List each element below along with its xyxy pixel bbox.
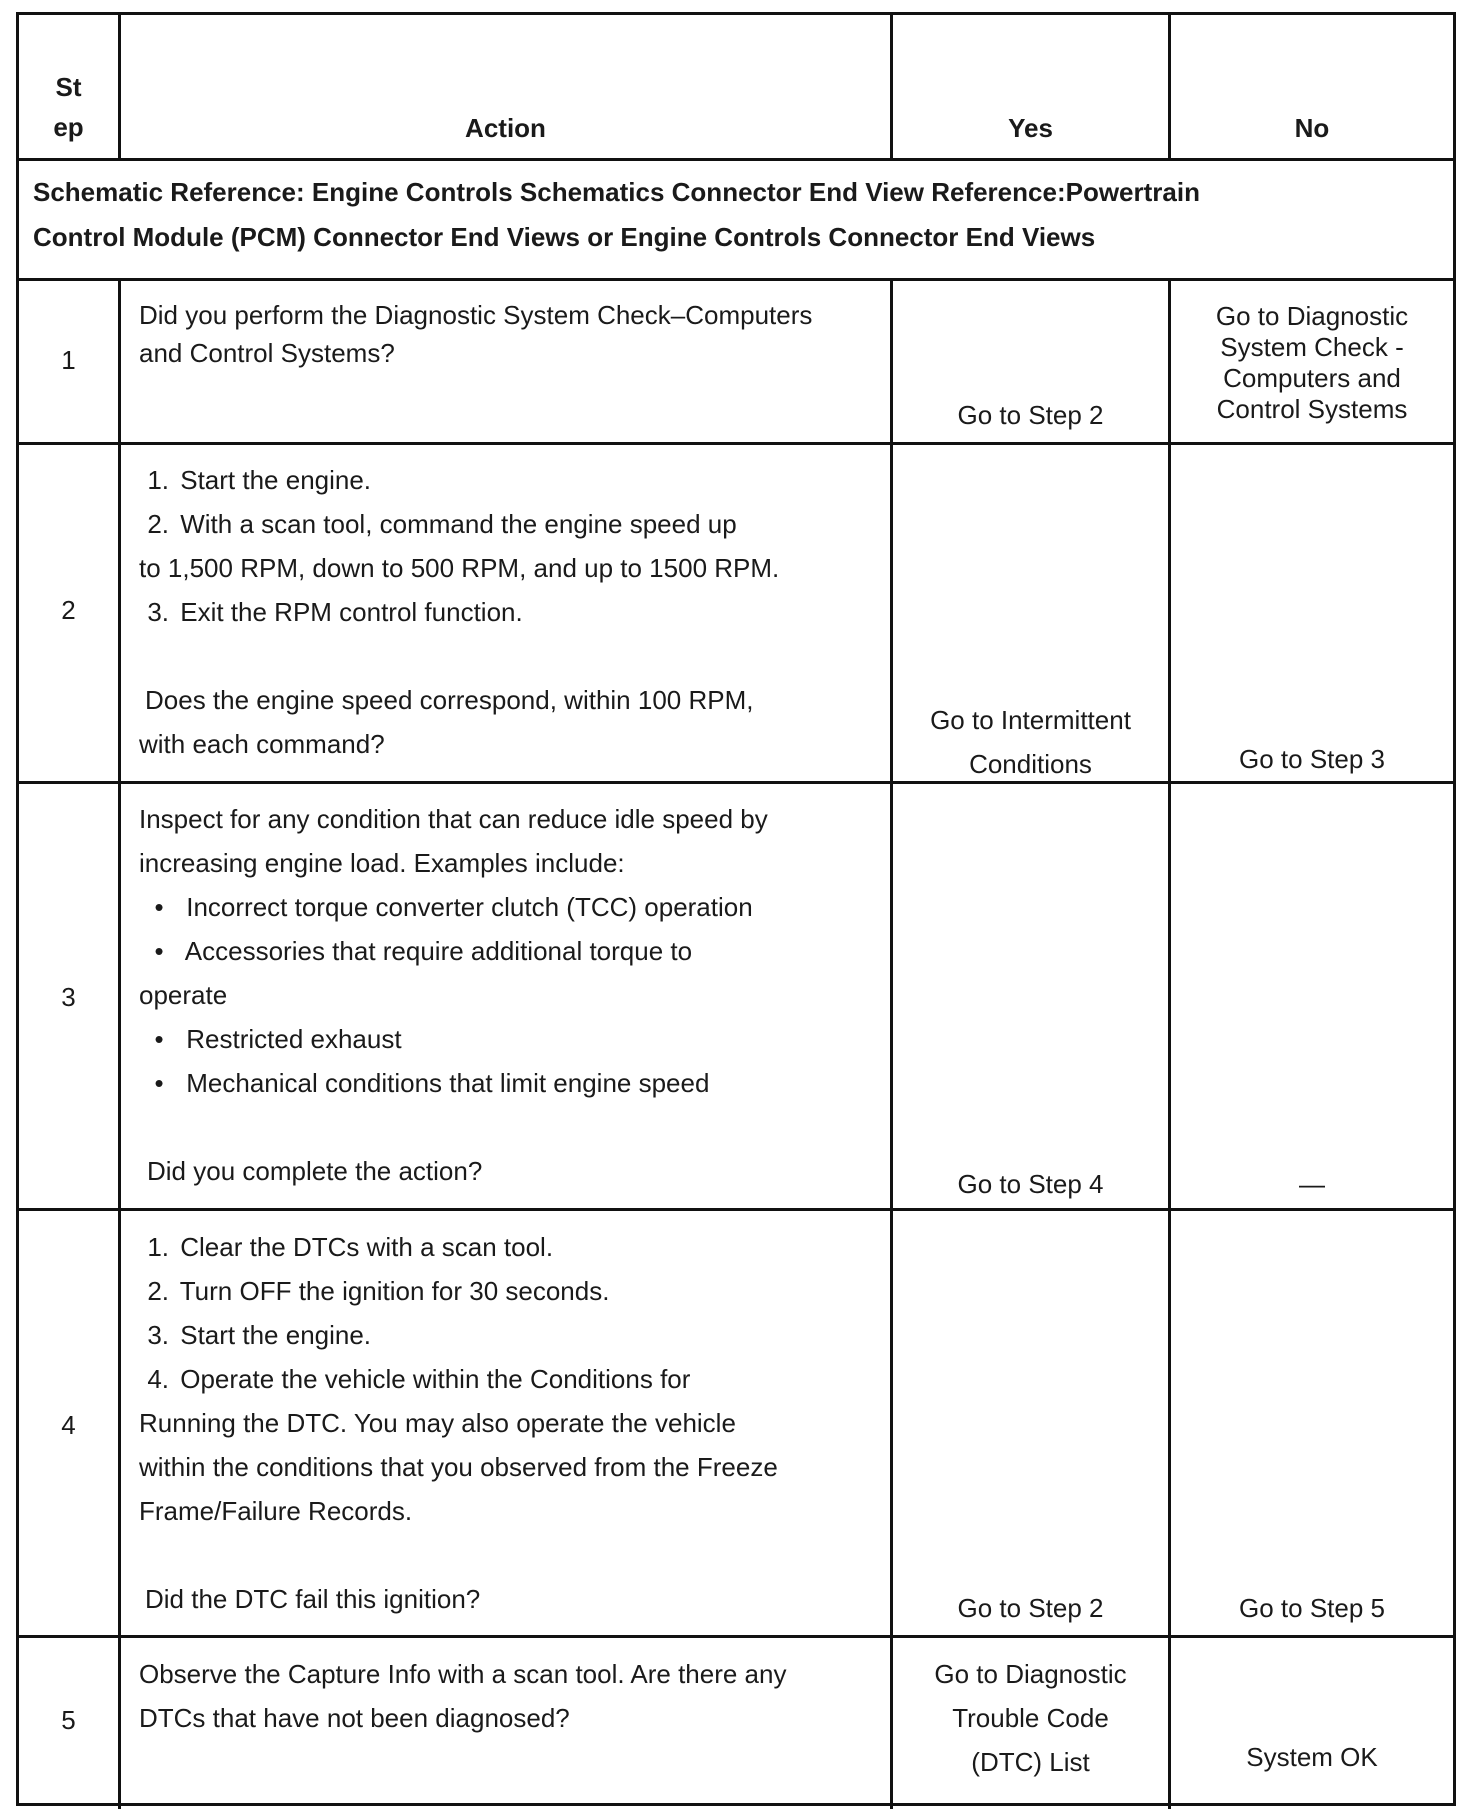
row-divider (19, 278, 1453, 281)
spacer (139, 1105, 887, 1149)
no-result: System OK (1246, 1742, 1378, 1772)
bullet-item (139, 885, 887, 929)
action-text (125, 458, 885, 766)
item-text: Operate the vehicle within the Conditions for (180, 1364, 691, 1394)
question-line: Did you complete the action? (147, 1156, 483, 1186)
column-divider (118, 278, 121, 1809)
no-column-header: No (1294, 113, 1330, 143)
step-number: 5 (61, 1705, 76, 1735)
yes-result (893, 1652, 1168, 1784)
schematic-reference (33, 170, 1433, 260)
bullet-item (139, 1061, 887, 1105)
numbered-step (125, 1357, 885, 1401)
numbered-step (125, 1225, 885, 1269)
yes-result-line: Go to Diagnostic (934, 1659, 1127, 1689)
question-line: with each command? (139, 729, 385, 759)
bullet-text: Restricted exhaust (186, 1024, 402, 1054)
column-divider (890, 278, 893, 1809)
no-result (1171, 301, 1453, 425)
yes-result (893, 698, 1168, 786)
row-divider (19, 1635, 1453, 1638)
yes-result: Go to Step 2 (957, 400, 1104, 430)
row-divider (19, 442, 1453, 445)
bullet-text: Incorrect torque converter clutch (TCC) operation (186, 892, 753, 922)
yes-result-line: Go to Intermittent (930, 705, 1131, 735)
row-divider (19, 1208, 1453, 1211)
reference-line: Control Module (PCM) Connector End Views or Engine Controls Connector End Views (33, 222, 1096, 252)
step-column-header (19, 67, 118, 147)
numbered-step (125, 1313, 885, 1357)
no-result-line: Control Systems (1216, 394, 1408, 424)
numbered-step (125, 1269, 885, 1313)
item-continuation: within the conditions that you observed from the Freeze (139, 1452, 778, 1482)
action-text (139, 296, 879, 372)
action-column-header: Action (465, 113, 546, 143)
row-divider (19, 781, 1453, 784)
bullet-mark: • (154, 1068, 164, 1098)
bullet-mark: • (154, 936, 164, 966)
yes-result-line: Conditions (969, 749, 1092, 779)
item-number: 1. (147, 1232, 169, 1262)
numbered-step (125, 590, 885, 634)
yes-result: Go to Step 2 (957, 1593, 1104, 1623)
spacer (125, 634, 885, 678)
item-text: Start the engine. (180, 465, 372, 495)
no-result-line: Go to Diagnostic (1215, 301, 1409, 331)
action-line: Observe the Capture Info with a scan tool. Are there any (139, 1659, 787, 1689)
bullet-item (139, 1017, 887, 1061)
action-line: Did you perform the Diagnostic System Check–Computers (139, 300, 813, 330)
step-header-line: St (55, 72, 82, 102)
item-text: Turn OFF the ignition for 30 seconds. (179, 1276, 610, 1306)
item-text: Start the engine. (180, 1320, 372, 1350)
item-continuation: to 1,500 RPM, down to 500 RPM, and up to 1500 RPM. (139, 553, 780, 583)
action-line: and Control Systems? (139, 338, 395, 368)
yes-column-header: Yes (1008, 113, 1053, 143)
intro-line: Inspect for any condition that can reduce idle speed by (139, 804, 768, 834)
step-header-line: ep (53, 112, 84, 142)
no-result: — (1299, 1169, 1325, 1199)
numbered-step (125, 502, 885, 546)
item-number: 3. (147, 1320, 169, 1350)
no-result-line: System Check - (1220, 332, 1404, 362)
row-divider (19, 158, 1453, 161)
numbered-step (125, 458, 885, 502)
reference-line: Schematic Reference: Engine Controls Schematics Connector End View Reference:Powertrain (33, 177, 1200, 207)
bullet-continuation: operate (139, 980, 228, 1010)
bullet-text: Mechanical conditions that limit engine speed (186, 1068, 710, 1098)
bullet-text: Accessories that require additional torque to (184, 936, 693, 966)
yes-result: Go to Step 4 (957, 1169, 1104, 1199)
step-number: 1 (61, 345, 76, 375)
yes-result-line: Trouble Code (952, 1703, 1109, 1733)
no-result: Go to Step 3 (1239, 744, 1385, 774)
intro-line: increasing engine load. Examples include: (139, 848, 625, 878)
step-number: 3 (61, 982, 76, 1012)
action-text (139, 797, 887, 1193)
item-number: 1. (147, 465, 169, 495)
action-text (125, 1225, 885, 1621)
step-number: 2 (61, 595, 76, 625)
item-number: 2. (147, 509, 169, 539)
item-number: 2. (147, 1276, 169, 1306)
column-divider (1168, 278, 1171, 1809)
spacer (125, 1533, 885, 1577)
bullet-mark: • (154, 892, 164, 922)
item-text: Exit the RPM control function. (180, 597, 523, 627)
diagnostic-table (16, 12, 1456, 1806)
item-number: 3. (147, 597, 169, 627)
item-number: 4. (147, 1364, 169, 1394)
item-continuation: Frame/Failure Records. (139, 1496, 413, 1526)
item-text: With a scan tool, command the engine speed up (180, 509, 737, 539)
bullet-item (139, 929, 887, 973)
question-line: Does the engine speed correspond, within 100 RPM, (145, 685, 754, 715)
step-number: 4 (61, 1410, 76, 1440)
action-text (139, 1652, 887, 1740)
action-line: DTCs that have not been diagnosed? (139, 1703, 570, 1733)
item-continuation: Running the DTC. You may also operate the vehicle (139, 1408, 736, 1438)
no-result-line: Computers and (1223, 363, 1401, 393)
yes-result-line: (DTC) List (971, 1747, 1090, 1777)
question-line: Did the DTC fail this ignition? (145, 1584, 481, 1614)
no-result: Go to Step 5 (1239, 1593, 1385, 1623)
bullet-mark: • (154, 1024, 164, 1054)
item-text: Clear the DTCs with a scan tool. (180, 1232, 554, 1262)
